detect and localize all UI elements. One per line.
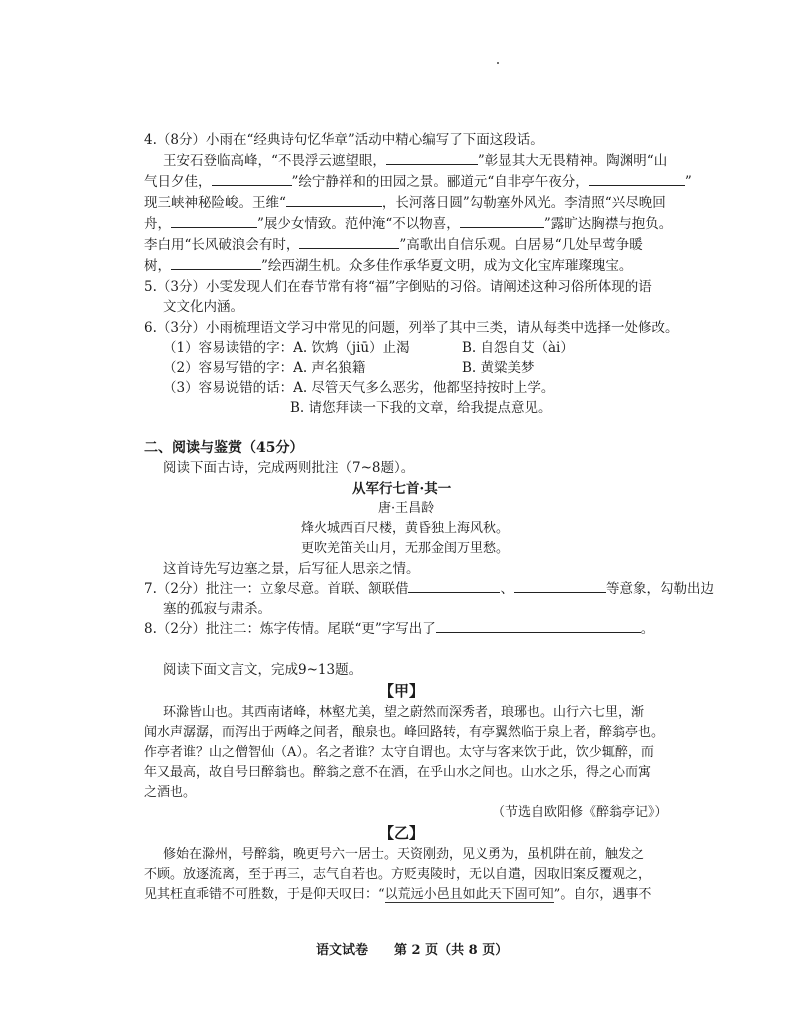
scan-speck xyxy=(497,62,499,64)
q6-option-3b: B. 请您拜读一下我的文章，给我提点意见。 xyxy=(290,400,552,416)
q7-text: 7.（2分）批注一：立象尽意。首联、颔联借 xyxy=(144,581,409,597)
q4-heading: 4.（8分）小雨在“经典诗句忆华章”活动中精心编写了下面这段话。 xyxy=(144,132,544,148)
answer-blank[interactable] xyxy=(212,173,292,186)
q4-line-5 xyxy=(144,236,643,254)
q4-text: 气日夕佳， xyxy=(144,174,212,190)
answer-blank[interactable] xyxy=(460,215,544,228)
passage-jia-line-3: 作亭者谁？山之僧智仙（A）。名之者谁？太守自谓也。太守与客来饮于此，饮少辄醉，而 xyxy=(144,745,654,760)
passage-jia-heading: 【甲】 xyxy=(379,682,425,700)
q7-line-1 xyxy=(144,580,714,598)
q6-option-2a: （2）容易写错的字：A. 声名狼籍 xyxy=(163,360,366,376)
q4-text: 李白用“长风破浪会有时， xyxy=(144,237,300,253)
q4-text: ”彰显其大无畏精神。陶渊明“山 xyxy=(477,153,668,169)
underlined-sentence: 以荒远小邑且如此天下固可知 xyxy=(384,887,554,902)
answer-blank[interactable] xyxy=(286,194,382,207)
q4-line-3 xyxy=(144,194,666,212)
q4-text: 树， xyxy=(144,258,171,274)
answer-blank[interactable] xyxy=(171,215,257,228)
passage-yi-line-3 xyxy=(144,886,651,904)
q4-text: 现三峡神秘险峻。王维“ xyxy=(144,195,286,211)
classical-instructions: 阅读下面文言文，完成9~13题。 xyxy=(163,662,363,678)
q4-line-6 xyxy=(144,257,632,275)
q4-line-2 xyxy=(144,173,692,191)
poem-line-1: 烽火城西百尺楼，黄昏独上海风秋。 xyxy=(301,521,510,536)
q6-heading: 6.（3分）小雨梳理语文学习中常见的问题，列举了其中三类，请从每类中选择一处修改。 xyxy=(144,320,679,336)
q4-text: 舟， xyxy=(144,216,171,232)
passage-jia-line-5: 之酒也。 xyxy=(144,785,197,800)
q4-text: ”露旷达胸襟与抱负。 xyxy=(543,216,673,232)
passage-yi-heading: 【乙】 xyxy=(379,824,425,842)
q4-line-4 xyxy=(144,215,672,233)
answer-blank[interactable] xyxy=(386,152,478,165)
answer-blank[interactable] xyxy=(514,580,606,593)
q4-text: ”绘宁静祥和的田园之景。郦道元“自非亭午夜分， xyxy=(291,174,589,190)
answer-blank[interactable] xyxy=(299,236,399,249)
passage-yi-text: 见其枉直乖错不可胜数，于是仰天叹曰：“ xyxy=(144,887,385,902)
q7-text: 、 xyxy=(500,581,514,597)
poem-line-2: 更吹羌笛关山月，无那金闺万里愁。 xyxy=(301,541,510,556)
q6-option-2b: B. 黄粱美梦 xyxy=(462,360,535,376)
passage-yi-line-1: 修始在滁州，号醉翁，晚更号六一居士。天资刚劲，见义勇为，虽机阱在前，触发之 xyxy=(163,847,645,862)
answer-blank[interactable] xyxy=(408,580,500,593)
poem-analysis: 这首诗先写边塞之景，后写征人思亲之情。 xyxy=(163,561,420,577)
q4-text: ” xyxy=(684,174,692,190)
page-footer: 语文试卷 第 2 页（共 8 页） xyxy=(316,943,509,958)
poem-instructions: 阅读下面古诗，完成两则批注（7~8题）。 xyxy=(163,460,415,476)
passage-jia-source: （节选自欧阳修《醉翁亭记》） xyxy=(492,805,668,820)
q4-text: ”绘西湖生机。众多佳作承华夏文明，成为文化宝库璀璨瑰宝。 xyxy=(261,258,633,274)
q4-text: ”展少女情致。范仲淹“不以物喜， xyxy=(257,216,460,232)
q5-line-1: 5.（3分）小雯发现人们在春节常有将“福”字倒贴的习俗。请阐述这种习俗所体现的语 xyxy=(144,279,652,295)
q8-line xyxy=(144,620,654,638)
passage-yi-text: ”。自尔，遇事不 xyxy=(553,887,652,902)
q7-line-2: 塞的孤寂与肃杀。 xyxy=(163,601,271,617)
q4-text: ，长河落日圆”勾勒塞外风光。李清照“兴尽晚回 xyxy=(381,195,666,211)
q4-line-1 xyxy=(163,152,667,170)
poem-author: 唐·王昌龄 xyxy=(378,501,435,516)
passage-yi-line-2: 不顾。放逐流离，至于再三，志气自若也。方贬夷陵时，无以自遣，因取旧案反覆观之， xyxy=(144,867,652,882)
section-heading: 二、阅读与鉴赏（45分） xyxy=(144,440,304,456)
q6-option-1a: （1）容易读错的字：A. 饮鸩（jiū）止渴 xyxy=(163,340,410,356)
passage-jia-line-1: 环滁皆山也。其西南诸峰，林壑尤美，望之蔚然而深秀者，琅琊也。山行六七里，渐 xyxy=(163,705,645,720)
q6-option-1b: B. 自怨自艾（ài） xyxy=(462,340,574,356)
q6-option-3a: （3）容易说错的话：A. 尽管天气多么恶劣，他都坚持按时上学。 xyxy=(163,380,555,396)
q8-text: 。 xyxy=(640,621,655,637)
q8-text: 8.（2分）批注二：炼字传情。尾联“更”字写出了 xyxy=(144,621,436,637)
answer-blank[interactable] xyxy=(589,173,685,186)
q7-text: 等意象，勾勒出边 xyxy=(605,581,714,597)
answer-blank[interactable] xyxy=(171,257,261,270)
passage-jia-line-2: 闻水声潺潺，而泻出于两峰之间者，酿泉也。峰回路转，有亭翼然临于泉上者，醉翁亭也。 xyxy=(144,725,665,740)
q4-text: 王安石登临高峰，“不畏浮云遮望眼， xyxy=(163,153,386,169)
poem-title: 从军行七首·其一 xyxy=(352,481,452,497)
passage-jia-line-4: 年又最高，故自号曰醉翁也。醉翁之意不在酒，在乎山水之间也。山水之乐，得之心而寓 xyxy=(144,765,652,780)
q5-line-2: 文文化内涵。 xyxy=(163,299,244,315)
q4-text: ”高歌出自信乐观。白居易“几处早莺争暖 xyxy=(399,237,643,253)
answer-blank[interactable] xyxy=(436,620,641,633)
